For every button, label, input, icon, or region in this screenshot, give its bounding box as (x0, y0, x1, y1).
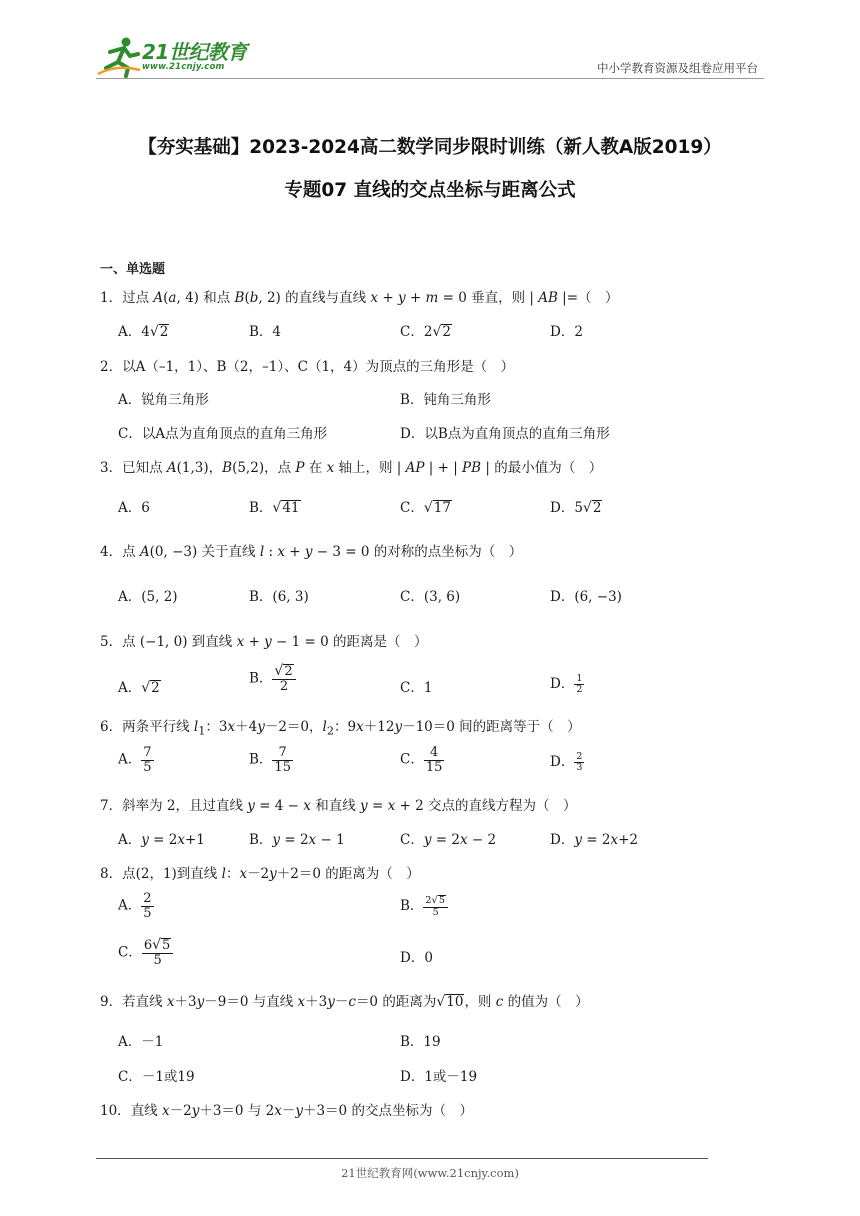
q6-option-b: B． $\frac{7}{15}$ (249, 745, 291, 775)
q1-option-d: D．2 (550, 324, 583, 340)
page-subtitle: 专题07 直线的交点坐标与距离公式 (284, 180, 576, 201)
q3-option-d: D．5√2 (550, 500, 602, 516)
question-7: 7．斜率为 2，且过直线 y = 4 − x 和直线 y = x + 2 交点的直线方程为（ ） (100, 798, 577, 814)
q3-option-b: B．√41 (249, 500, 300, 516)
q2-option-b: B．钝角三角形 (400, 392, 491, 408)
q5-option-b: B． $\frac{√2}{2}$ (249, 664, 296, 694)
q8-option-d: D．0 (400, 950, 433, 966)
q6-option-a: A． $\frac{7}{5}$ (118, 745, 152, 775)
q9-option-b: B．19 (400, 1034, 441, 1050)
q5-option-c: C．1 (400, 680, 433, 696)
logo-url: www.21cnjy.com (142, 62, 225, 72)
q5-option-a: A．√2 (118, 680, 160, 696)
question-8: 8．点(2，1)到直线 l：x－2y＋2＝0 的距离为（ ） (100, 866, 420, 882)
q8-option-b: B． $\frac{2√5}{5}$ (400, 894, 448, 918)
question-3: 3．已知点 A(1,3)，B(5,2)，点 P 在 x 轴上，则 | AP | + | PB | 的最小值为（ ） (100, 460, 603, 476)
question-4: 4．点 A(0, −3) 关于直线 l : x + y − 3 = 0 的对称的点坐标为（ ） (100, 544, 523, 560)
q4-option-a: A．(5, 2) (118, 589, 178, 605)
q8-option-a: A． $\frac{2}{5}$ (118, 891, 152, 921)
q2-option-d: D．以B点为直角顶点的直角三角形 (400, 426, 610, 442)
question-10: 10．直线 x－2y＋3＝0 与 2x－y＋3＝0 的交点坐标为（ ） (100, 1103, 473, 1119)
section-heading: 一、单选题 (100, 262, 166, 277)
q8-option-c: C． $\frac{6√5}{5}$ (118, 938, 173, 968)
q2-option-c: C．以A点为直角顶点的直角三角形 (118, 426, 328, 442)
q7-option-d: D．y = 2x+2 (550, 832, 638, 848)
q3-option-a: A．6 (118, 500, 150, 516)
q3-option-c: C．√17 (400, 500, 451, 516)
q9-option-d: D．1或－19 (400, 1069, 478, 1085)
footer-text: 21世纪教育网(www.21cnjy.com) (341, 1166, 519, 1180)
page-title: 【夯实基础】2023-2024高二数学同步限时训练（新人教A版2019） (138, 137, 722, 158)
q2-option-a: A．锐角三角形 (118, 392, 209, 408)
q7-option-b: B．y = 2x − 1 (249, 832, 345, 848)
question-1: 1．过点 A(a, 4) 和点 B(b, 2) 的直线与直线 x + y + m = 0 垂直，则 | AB |=（ ） (100, 290, 619, 306)
footer-divider (96, 1158, 708, 1159)
q6-option-c: C． $\frac{4}{15}$ (400, 745, 443, 775)
question-2: 2．以A（–1，1）、B（2，–1）、C（1，4）为顶点的三角形是（ ） (100, 359, 515, 375)
runner-logo-icon (96, 34, 142, 78)
q1-option-b: B．4 (249, 324, 282, 340)
header-platform-text: 中小学教育资源及组卷应用平台 (597, 61, 758, 75)
question-5: 5．点 (−1, 0) 到直线 x + y − 1 = 0 的距离是（ ） (100, 634, 428, 650)
header-divider (96, 78, 764, 79)
q6-option-d: D． $\frac{2}{3}$ (550, 751, 583, 773)
q7-option-a: A．y = 2x+1 (118, 832, 205, 848)
q5-option-d: D． $\frac{1}{2}$ (550, 673, 583, 695)
q1-option-a: A．4√2 (118, 324, 169, 340)
q9-option-c: C．－1或19 (118, 1069, 195, 1085)
q1-option-c: C．2√2 (400, 324, 451, 340)
question-6: 6．两条平行线 $l_1$：3x＋4y－2＝0，$l_2$：9x＋12y－10＝0 间的距离等于（ ） (100, 719, 581, 738)
logo (96, 34, 266, 78)
q4-option-c: C．(3, 6) (400, 589, 461, 605)
q7-option-c: C．y = 2x − 2 (400, 832, 497, 848)
q4-option-d: D．(6, −3) (550, 589, 622, 605)
logo-text: 21世纪教育 (142, 40, 247, 64)
q4-option-b: B．(6, 3) (249, 589, 309, 605)
page-header (96, 30, 764, 80)
q9-option-a: A．－1 (118, 1034, 164, 1050)
question-9: 9．若直线 x＋3y－9＝0 与直线 x＋3y－c＝0 的距离为√10，则 c 的值为（ ） (100, 994, 589, 1010)
